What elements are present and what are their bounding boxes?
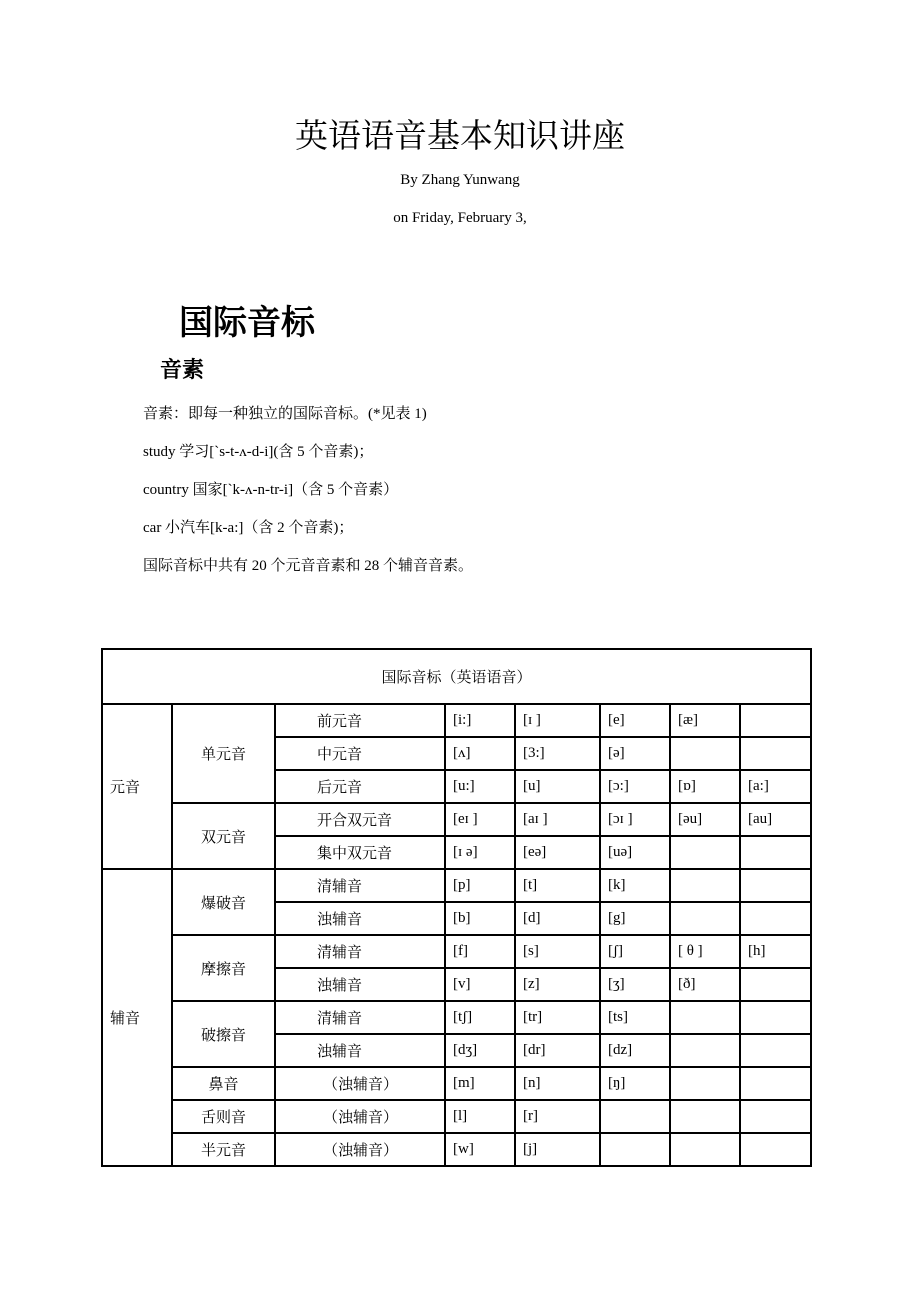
symbol-cell xyxy=(740,704,811,737)
paragraph-example-country: country 国家[`k-ʌ-n-tr-i]（含 5 个音素） xyxy=(143,482,399,498)
symbol-cell xyxy=(740,737,811,770)
symbol-cell: [ɪ ə] xyxy=(445,836,515,869)
symbol-cell: [dr] xyxy=(515,1034,600,1067)
symbol-cell: [m] xyxy=(445,1067,515,1100)
symbol-cell xyxy=(670,902,740,935)
group-name-cell: 爆破音 xyxy=(172,869,275,935)
group-name-cell: 双元音 xyxy=(172,803,275,869)
table-caption-row xyxy=(102,649,811,704)
symbol-cell: [ʒ] xyxy=(600,968,670,1001)
symbol-cell xyxy=(670,836,740,869)
symbol-cell xyxy=(670,869,740,902)
symbol-cell: [g] xyxy=(600,902,670,935)
group-name-cell: 单元音 xyxy=(172,704,275,803)
symbol-cell: [uə] xyxy=(600,836,670,869)
symbol-cell: [n] xyxy=(515,1067,600,1100)
symbol-cell: [ɪ ] xyxy=(515,704,600,737)
symbol-cell: [e] xyxy=(600,704,670,737)
symbol-cell xyxy=(740,968,811,1001)
symbol-cell: [tʃ] xyxy=(445,1001,515,1034)
author-line: By Zhang Yunwang xyxy=(400,172,520,188)
symbol-cell xyxy=(740,1067,811,1100)
symbol-cell xyxy=(670,1100,740,1133)
symbol-cell xyxy=(740,1133,811,1166)
type-cell: 后元音 xyxy=(275,770,445,803)
symbol-cell: [f] xyxy=(445,935,515,968)
vowels-category-cell: 元音 xyxy=(102,704,172,869)
symbol-cell: [p] xyxy=(445,869,515,902)
symbol-cell: [l] xyxy=(445,1100,515,1133)
symbol-cell xyxy=(740,902,811,935)
group-name-cell: 摩擦音 xyxy=(172,935,275,1001)
symbol-cell: [u] xyxy=(515,770,600,803)
paragraph-summary: 国际音标中共有 20 个元音音素和 28 个辅音音素。 xyxy=(143,558,474,574)
ipa-table xyxy=(101,648,812,1167)
paragraph-example-car: car 小汽车[k-a:]（含 2 个音素)； xyxy=(143,520,354,536)
symbol-cell: [au] xyxy=(740,803,811,836)
type-cell: 浊辅音 xyxy=(275,1034,445,1067)
table-row xyxy=(102,1133,811,1166)
table-row xyxy=(102,869,811,902)
type-cell: （浊辅音） xyxy=(275,1133,445,1166)
group-name-cell: 鼻音 xyxy=(172,1067,275,1100)
symbol-cell xyxy=(740,836,811,869)
type-cell: 清辅音 xyxy=(275,935,445,968)
symbol-cell: [k] xyxy=(600,869,670,902)
type-cell: 浊辅音 xyxy=(275,968,445,1001)
type-cell: 浊辅音 xyxy=(275,902,445,935)
table-row xyxy=(102,935,811,968)
symbol-cell xyxy=(740,1034,811,1067)
paragraph-example-study: study 学习[`s-t-ʌ-d-i](含 5 个音素)； xyxy=(143,444,374,460)
type-cell: （浊辅音） xyxy=(275,1100,445,1133)
date-line: on Friday, February 3, xyxy=(393,210,527,226)
symbol-cell: [3:] xyxy=(515,737,600,770)
consonants-category-cell: 辅音 xyxy=(102,869,172,1166)
section-subheading: 音素 xyxy=(160,358,205,383)
symbol-cell: [ŋ] xyxy=(600,1067,670,1100)
type-cell: 集中双元音 xyxy=(275,836,445,869)
symbol-cell xyxy=(670,1001,740,1034)
symbol-cell: [w] xyxy=(445,1133,515,1166)
symbol-cell: [r] xyxy=(515,1100,600,1133)
symbol-cell: [ə] xyxy=(600,737,670,770)
symbol-cell: [h] xyxy=(740,935,811,968)
table-caption: 国际音标（英语语音） xyxy=(102,649,811,704)
symbol-cell: [æ] xyxy=(670,704,740,737)
symbol-cell xyxy=(670,1133,740,1166)
symbol-cell: [b] xyxy=(445,902,515,935)
table-row xyxy=(102,1067,811,1100)
type-cell: 清辅音 xyxy=(275,869,445,902)
section-heading: 国际音标 xyxy=(179,303,315,343)
symbol-cell: [z] xyxy=(515,968,600,1001)
paragraph-definition: 音素：即每一种独立的国际音标。(*见表 1) xyxy=(143,406,427,422)
symbol-cell: [dʒ] xyxy=(445,1034,515,1067)
table-row xyxy=(102,704,811,737)
symbol-cell: [əu] xyxy=(670,803,740,836)
symbol-cell: [t] xyxy=(515,869,600,902)
group-name-cell: 舌则音 xyxy=(172,1100,275,1133)
symbol-cell: [ɔ:] xyxy=(600,770,670,803)
table-row xyxy=(102,1001,811,1034)
symbol-cell: [a:] xyxy=(740,770,811,803)
symbol-cell: [v] xyxy=(445,968,515,1001)
symbol-cell: [ θ ] xyxy=(670,935,740,968)
symbol-cell: [dz] xyxy=(600,1034,670,1067)
symbol-cell xyxy=(740,1100,811,1133)
symbol-cell xyxy=(670,1034,740,1067)
symbol-cell: [j] xyxy=(515,1133,600,1166)
symbol-cell: [s] xyxy=(515,935,600,968)
type-cell: 清辅音 xyxy=(275,1001,445,1034)
symbol-cell xyxy=(740,1001,811,1034)
type-cell: 前元音 xyxy=(275,704,445,737)
symbol-cell xyxy=(600,1133,670,1166)
symbol-cell: [aɪ ] xyxy=(515,803,600,836)
symbol-cell: [u:] xyxy=(445,770,515,803)
symbol-cell: [eə] xyxy=(515,836,600,869)
symbol-cell: [eɪ ] xyxy=(445,803,515,836)
document-title: 英语语音基本知识讲座 xyxy=(295,116,625,155)
symbol-cell: [tr] xyxy=(515,1001,600,1034)
table-row xyxy=(102,1100,811,1133)
symbol-cell: [ʌ] xyxy=(445,737,515,770)
symbol-cell: [ɒ] xyxy=(670,770,740,803)
symbol-cell xyxy=(670,737,740,770)
group-name-cell: 半元音 xyxy=(172,1133,275,1166)
symbol-cell xyxy=(670,1067,740,1100)
type-cell: 中元音 xyxy=(275,737,445,770)
symbol-cell xyxy=(600,1100,670,1133)
type-cell: （浊辅音） xyxy=(275,1067,445,1100)
ipa-table-body xyxy=(102,649,811,1166)
type-cell: 开合双元音 xyxy=(275,803,445,836)
table-row xyxy=(102,803,811,836)
symbol-cell: [d] xyxy=(515,902,600,935)
symbol-cell: [ð] xyxy=(670,968,740,1001)
symbol-cell: [ts] xyxy=(600,1001,670,1034)
symbol-cell: [ʃ] xyxy=(600,935,670,968)
symbol-cell: [i:] xyxy=(445,704,515,737)
symbol-cell xyxy=(740,869,811,902)
symbol-cell: [ɔɪ ] xyxy=(600,803,670,836)
group-name-cell: 破擦音 xyxy=(172,1001,275,1067)
